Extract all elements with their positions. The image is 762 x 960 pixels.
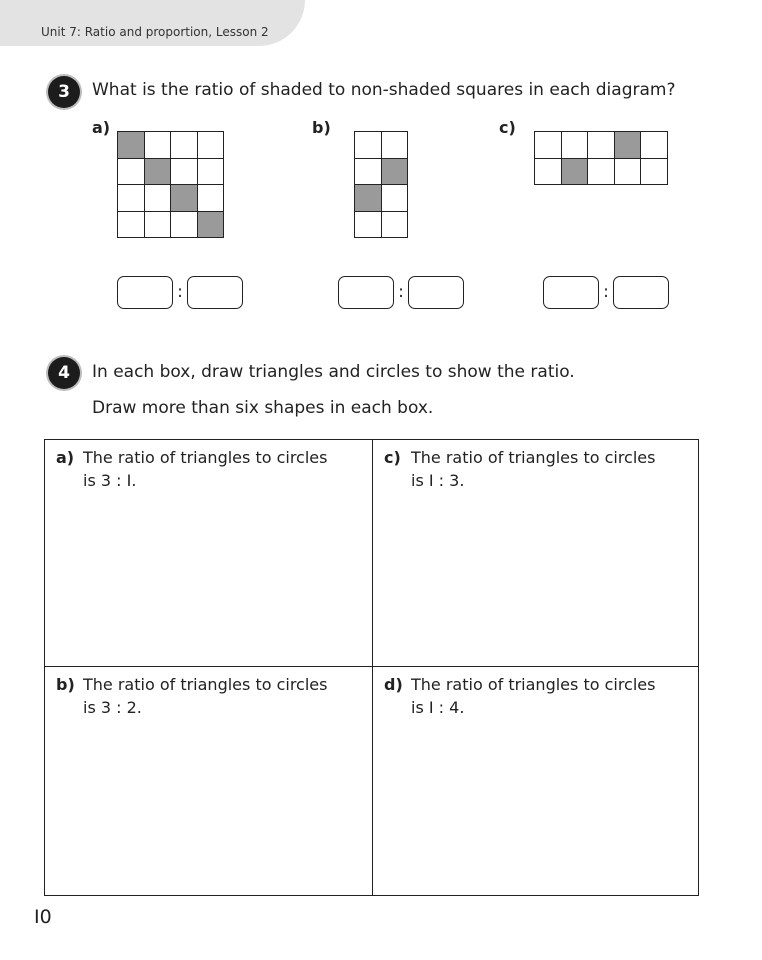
non-shaded-square <box>198 159 225 186</box>
non-shaded-square <box>588 159 615 186</box>
q3-grid-c <box>534 131 668 185</box>
q4-box-b-letter: b) <box>56 675 75 694</box>
q4-box-d-ratio: is I : 4. <box>411 698 465 717</box>
non-shaded-square <box>198 132 225 159</box>
q4-drawing-table <box>44 439 699 896</box>
non-shaded-square <box>382 132 409 159</box>
question-4-badge: 4 <box>48 357 80 389</box>
q4-box-b-ratio: is 3 : 2. <box>83 698 142 717</box>
q3-a-non-shaded-input[interactable] <box>187 276 243 309</box>
non-shaded-square <box>535 132 562 159</box>
non-shaded-square <box>355 212 382 239</box>
non-shaded-square <box>535 159 562 186</box>
question-4-instruction: Draw more than six shapes in each box. <box>92 398 434 418</box>
question-4-prompt: In each box, draw triangles and circles to show the ratio. <box>92 362 575 382</box>
ratio-colon: : <box>603 282 609 302</box>
shaded-square <box>145 159 172 186</box>
q3-a-shaded-input[interactable] <box>117 276 173 309</box>
q4-box-b-text: The ratio of triangles to circles <box>83 675 328 694</box>
non-shaded-square <box>562 132 589 159</box>
q4-box-d-text: The ratio of triangles to circles <box>411 675 656 694</box>
shaded-square <box>198 212 225 239</box>
non-shaded-square <box>355 159 382 186</box>
q3-grid-a <box>117 131 224 238</box>
header-tab <box>0 0 305 46</box>
non-shaded-square <box>198 185 225 212</box>
non-shaded-square <box>171 132 198 159</box>
q3-answer-b <box>338 276 464 309</box>
non-shaded-square <box>588 132 615 159</box>
q3-part-b-label: b) <box>312 118 331 137</box>
q3-c-shaded-input[interactable] <box>543 276 599 309</box>
q3-b-shaded-input[interactable] <box>338 276 394 309</box>
non-shaded-square <box>171 212 198 239</box>
q3-part-c-label: c) <box>499 118 516 137</box>
q3-answer-a <box>117 276 243 309</box>
q4-box-a-letter: a) <box>56 448 75 467</box>
shaded-square <box>118 132 145 159</box>
q4-box-c-letter: c) <box>384 448 401 467</box>
non-shaded-square <box>641 159 668 186</box>
non-shaded-square <box>355 132 382 159</box>
shaded-square <box>355 185 382 212</box>
shaded-square <box>562 159 589 186</box>
q3-b-non-shaded-input[interactable] <box>408 276 464 309</box>
q3-answer-c <box>543 276 669 309</box>
non-shaded-square <box>615 159 642 186</box>
q4-box-d-letter: d) <box>384 675 403 694</box>
q4-box-a-ratio: is 3 : I. <box>83 471 137 490</box>
q4-box-a[interactable] <box>45 440 372 666</box>
non-shaded-square <box>641 132 668 159</box>
shaded-square <box>615 132 642 159</box>
q3-c-non-shaded-input[interactable] <box>613 276 669 309</box>
question-3-badge: 3 <box>48 76 80 108</box>
non-shaded-square <box>171 159 198 186</box>
q4-box-c-ratio: is I : 3. <box>411 471 465 490</box>
non-shaded-square <box>145 132 172 159</box>
question-3-prompt: What is the ratio of shaded to non-shaded squares in each diagram? <box>92 80 676 100</box>
shaded-square <box>171 185 198 212</box>
non-shaded-square <box>118 159 145 186</box>
non-shaded-square <box>382 185 409 212</box>
ratio-colon: : <box>398 282 404 302</box>
q4-box-b[interactable] <box>45 666 372 895</box>
shaded-square <box>382 159 409 186</box>
unit-lesson-header: Unit 7: Ratio and proportion, Lesson 2 <box>41 25 269 39</box>
q4-box-c-text: The ratio of triangles to circles <box>411 448 656 467</box>
non-shaded-square <box>145 185 172 212</box>
page-number: I0 <box>34 906 52 928</box>
q3-grid-b <box>354 131 408 238</box>
non-shaded-square <box>382 212 409 239</box>
non-shaded-square <box>118 212 145 239</box>
non-shaded-square <box>145 212 172 239</box>
ratio-colon: : <box>177 282 183 302</box>
q4-box-d[interactable] <box>372 666 699 895</box>
q4-box-c[interactable] <box>372 440 699 666</box>
q3-part-a-label: a) <box>92 118 111 137</box>
q4-box-a-text: The ratio of triangles to circles <box>83 448 328 467</box>
non-shaded-square <box>118 185 145 212</box>
